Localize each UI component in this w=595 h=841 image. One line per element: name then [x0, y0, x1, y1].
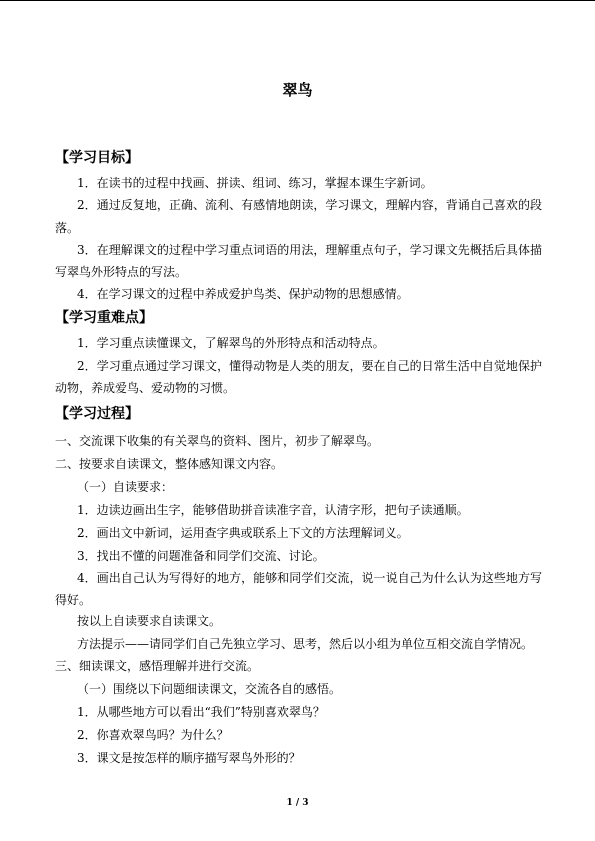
text-line: 3．课文是按怎样的顺序描写翠鸟外形的？ — [77, 751, 301, 765]
text-line: 1．从哪些地方可以看出“我们”特别喜欢翠鸟？ — [77, 705, 325, 719]
text-line: 2．学习重点通过学习课文，懂得动物是人类的朋友，要在自己的日常生活中自觉地保护 — [77, 359, 542, 373]
text-line: 三、细读课文，感悟理解并进行交流。 — [55, 659, 260, 673]
text-line: 落。 — [55, 221, 80, 235]
text-line: 4．画出自己认为写得好的地方，能够和同学们交流，说一说自己为什么认为这些地方写 — [77, 571, 542, 585]
text-line: 一、交流课下收集的有关翠鸟的资料、图片，初步了解翠鸟。 — [55, 434, 380, 448]
section-heading-key-points: 【学习重难点】 — [55, 310, 153, 326]
text-line: 二、按要求自读课文，整体感知课文内容。 — [55, 457, 284, 471]
text-line: （一）自读要求： — [77, 480, 174, 494]
text-line: 方法提示——请同学们自己先独立学习、思考，然后以小组为单位互相交流自学情况。 — [77, 637, 534, 651]
text-line: 1．学习重点读懂课文，了解翠鸟的外形特点和活动特点。 — [77, 336, 385, 350]
document-title: 翠鸟 — [282, 81, 313, 99]
text-line: 动物，养成爱鸟、爱动物的习惯。 — [55, 381, 236, 395]
text-line: 2．你喜欢翠鸟吗？为什么？ — [77, 728, 229, 742]
page-number: 1 / 3 — [286, 798, 309, 808]
text-line: 按以上自读要求自读课文。 — [77, 614, 222, 628]
text-line: 3．找出不懂的问题准备和同学们交流、讨论。 — [77, 549, 325, 563]
text-line: （一）围绕以下问题细读课文，交流各自的感悟。 — [77, 682, 342, 696]
text-line: 1．边读边画出生字，能够借助拼音读准字音，认清字形，把句子读通顺。 — [77, 503, 469, 517]
text-line: 2．通过反复地，正确、流利、有感情地朗读，学习课文，理解内容，背诵自己喜欢的段 — [77, 198, 542, 212]
text-line: 得好。 — [55, 593, 92, 607]
text-line: 写翠鸟外形特点的写法。 — [55, 265, 188, 279]
text-line: 4．在学习课文的过程中养成爱护鸟类、保护动物的思想感情。 — [77, 287, 409, 301]
section-heading-process: 【学习过程】 — [55, 406, 139, 422]
text-line: 1．在读书的过程中找画、拼读、组词、练习，掌握本课生字新词。 — [77, 176, 433, 190]
section-heading-goals: 【学习目标】 — [55, 150, 139, 166]
text-line: 3．在理解课文的过程中学习重点词语的用法，理解重点句子，学习课文先概括后具体描 — [77, 243, 542, 257]
text-line: 2．画出文中新词，运用查字典或联系上下文的方法理解词义。 — [77, 526, 409, 540]
